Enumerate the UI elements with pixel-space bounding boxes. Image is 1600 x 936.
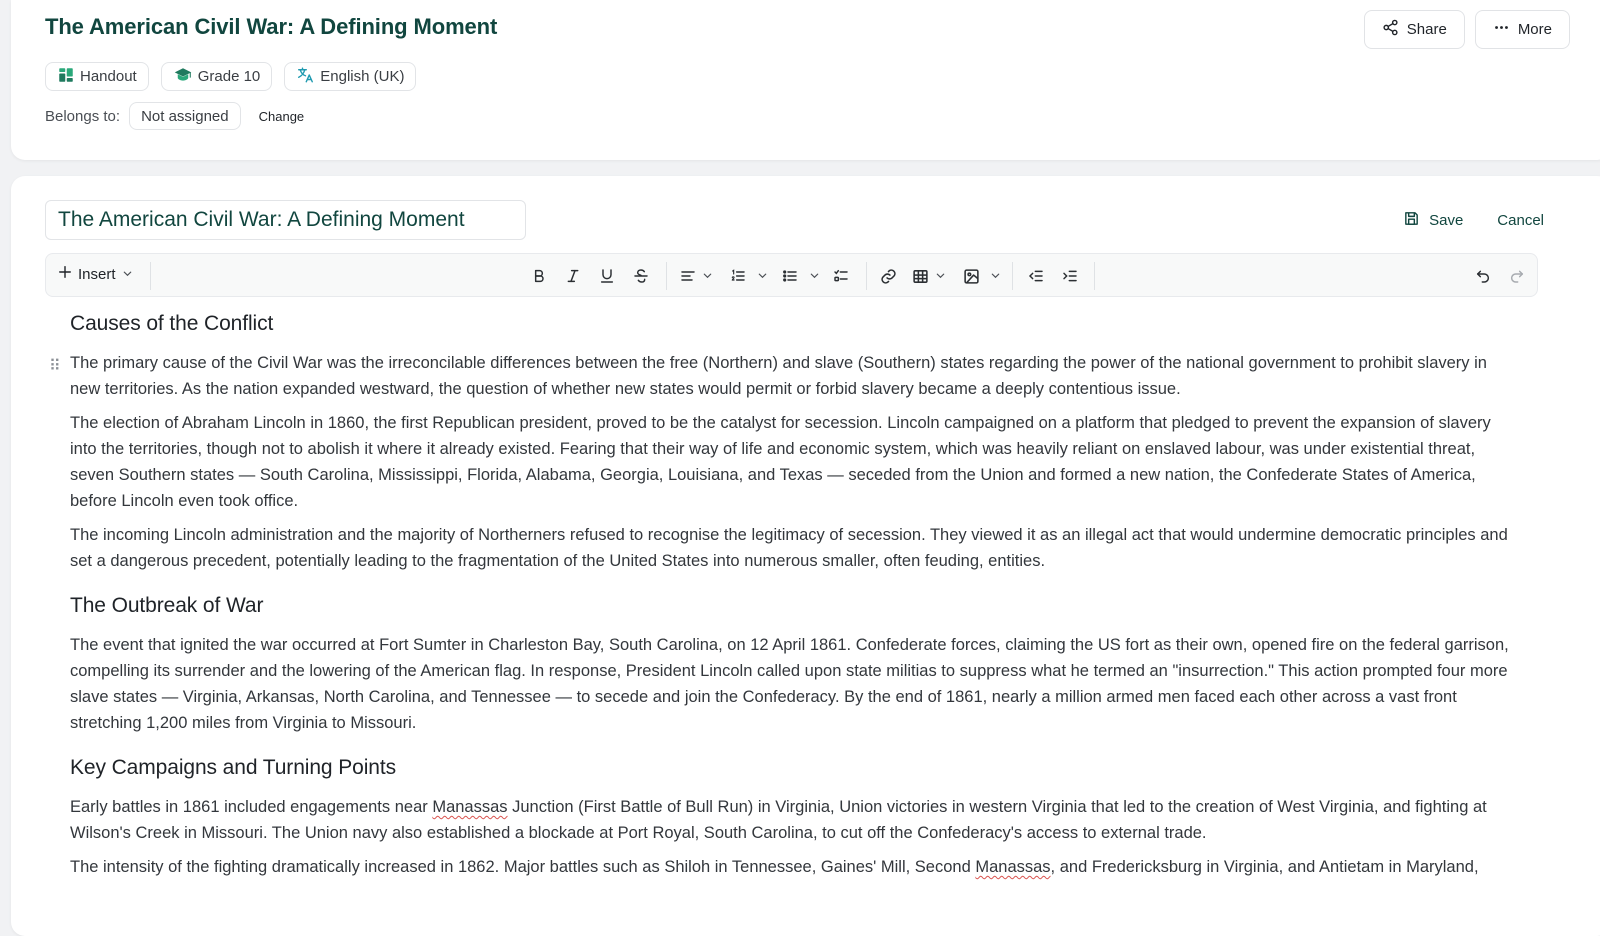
tag-label: Grade 10 (197, 68, 261, 85)
paragraph: The event that ignited the war occurred at Fort Sumter in Charleston Bay, South Carolina, on 12 April 1861. Confederate forces, claiming the US fort as their own, opened fire on the federal garrison, compelling its surrender and the lowering of the American flag. In response, President Lincoln called upon state militias to suppress what he termed an "insurrection." This action prompted four more slave states — Virginia, Arkansas, North Carolina, and Tennessee — to secede and join the Confederacy. By the end of 1861, nearly a million armed men faced each other across a vast front stretching 1,200 miles from Virginia to Missouri. (70, 636, 1509, 732)
section-heading: The Outbreak of War (70, 594, 264, 617)
insert-label: Insert (78, 265, 116, 283)
change-button[interactable]: Change (258, 108, 305, 124)
section-heading: Key Campaigns and Turning Points (70, 756, 396, 779)
checklist-icon[interactable] (831, 266, 851, 286)
strikethrough-icon[interactable] (631, 266, 651, 286)
tag-label: Handout (80, 68, 137, 85)
graduation-cap-icon (173, 66, 193, 88)
chevron-down-icon[interactable] (702, 270, 714, 282)
more-button-label: More (1517, 21, 1552, 38)
undo-icon[interactable] (1473, 266, 1493, 286)
formatting-toolbar (45, 253, 1538, 297)
toolbar-divider (150, 262, 151, 290)
belongs-to-label: Belongs to: (45, 107, 121, 125)
underline-icon[interactable] (597, 266, 617, 286)
text-run: The intensity of the fighting dramatically increased in 1862. Major battles such as Shiloh in Tennessee, Gaines' Mill, Second (70, 858, 976, 876)
save-icon (1403, 210, 1420, 231)
align-left-icon[interactable] (678, 266, 698, 286)
editor-panel (11, 176, 1600, 936)
cancel-button[interactable]: Cancel (1497, 212, 1544, 229)
paragraph (70, 794, 1520, 846)
image-icon[interactable] (961, 266, 981, 286)
tag-language[interactable] (284, 62, 416, 91)
table-icon[interactable] (910, 266, 930, 286)
share-icon (1382, 19, 1399, 40)
italic-icon[interactable] (563, 266, 583, 286)
save-button[interactable] (1403, 210, 1463, 231)
redo-icon[interactable] (1507, 266, 1527, 286)
layout-icon (57, 66, 75, 88)
link-icon[interactable] (878, 266, 898, 286)
tag-handout[interactable] (45, 62, 149, 91)
bold-icon[interactable] (529, 266, 549, 286)
toolbar-divider (1094, 262, 1095, 290)
chevron-down-icon (122, 266, 133, 283)
text-run: Early battles in 1861 included engagements near (70, 798, 433, 816)
title-input[interactable] (45, 200, 526, 240)
more-button[interactable] (1475, 10, 1570, 49)
document-header (11, 0, 1600, 160)
plus-icon (58, 265, 72, 283)
paragraph: The incoming Lincoln administration and the majority of Northerners refused to recognise the legitimacy of secession. They viewed it as an illegal act that would undermine democratic principles and set a dangerous precedent, potentially leading to the fragmentation of the United States into numerous smaller, often feuding, entities. (70, 526, 1508, 570)
header-actions (1364, 10, 1570, 49)
document-tags (45, 62, 416, 91)
chevron-down-icon[interactable] (990, 270, 1002, 282)
toolbar-divider (1012, 262, 1013, 290)
belongs-to-row (45, 102, 304, 130)
text-run: Junction (First Battle of Bull Run) in Virginia, Union victories in western Virginia that led to the creation of West Virginia, and fighting at Wilson's Creek in Missouri. The Union navy also established a blockade at Port Royal, South Carolina, to cut off the Confederacy's access to external trade. (70, 798, 1487, 842)
ellipsis-icon (1493, 19, 1510, 40)
chevron-down-icon[interactable] (757, 270, 769, 282)
spelling-flagged-word[interactable]: Manassas (432, 798, 508, 816)
belongs-to-value: Not assigned (129, 102, 241, 130)
chevron-down-icon[interactable] (935, 270, 947, 282)
toolbar-divider (866, 262, 867, 290)
text-run: , and Fredericksburg in Virginia, and Antietam in Maryland, (1050, 858, 1479, 876)
chevron-down-icon[interactable] (809, 270, 821, 282)
editor-actions (1403, 210, 1544, 231)
insert-menu-button[interactable] (58, 265, 133, 283)
document-body[interactable] (70, 312, 1520, 888)
drag-handle-icon[interactable]: ⠿ (49, 358, 61, 375)
tag-grade[interactable] (161, 62, 273, 91)
share-button-label: Share (1406, 21, 1447, 38)
paragraph: The election of Abraham Lincoln in 1860, the first Republican president, proved to be the catalyst for secession. Lincoln campaigned on a platform that pledged to prevent the expansion of slavery into the territories, though not to abolish it where it already existed. Fearing that their way of life and economic system, which was heavily reliant on enslaved labour, was under existential threat, seven Southern states — South Carolina, Mississippi, Florida, Alabama, Georgia, Louisiana, and Texas — seceded from the Union and formed a new nation, the Confederate States of America, before Lincoln even took office. (70, 414, 1491, 510)
tag-label: English (UK) (320, 68, 405, 85)
paragraph (70, 854, 1520, 880)
share-button[interactable] (1364, 10, 1465, 49)
translate-icon (296, 66, 315, 88)
toolbar-divider (666, 262, 667, 290)
outdent-icon[interactable] (1026, 266, 1046, 286)
section-heading: Causes of the Conflict (70, 312, 274, 335)
paragraph: The primary cause of the Civil War was the irreconcilable differences between the free (Northern) and slave (Southern) states regarding the power of the national government to prohibit slavery in new territories. As the nation expanded westward, the question of whether new states would permit or forbid slavery became a deeply contentious issue. (70, 354, 1487, 398)
indent-icon[interactable] (1060, 266, 1080, 286)
bulleted-list-icon[interactable] (780, 266, 800, 286)
numbered-list-icon[interactable] (728, 266, 748, 286)
save-button-label: Save (1429, 212, 1464, 229)
page-title: The American Civil War: A Defining Moment (45, 14, 498, 39)
spelling-flagged-word[interactable]: Manassas (975, 858, 1051, 876)
